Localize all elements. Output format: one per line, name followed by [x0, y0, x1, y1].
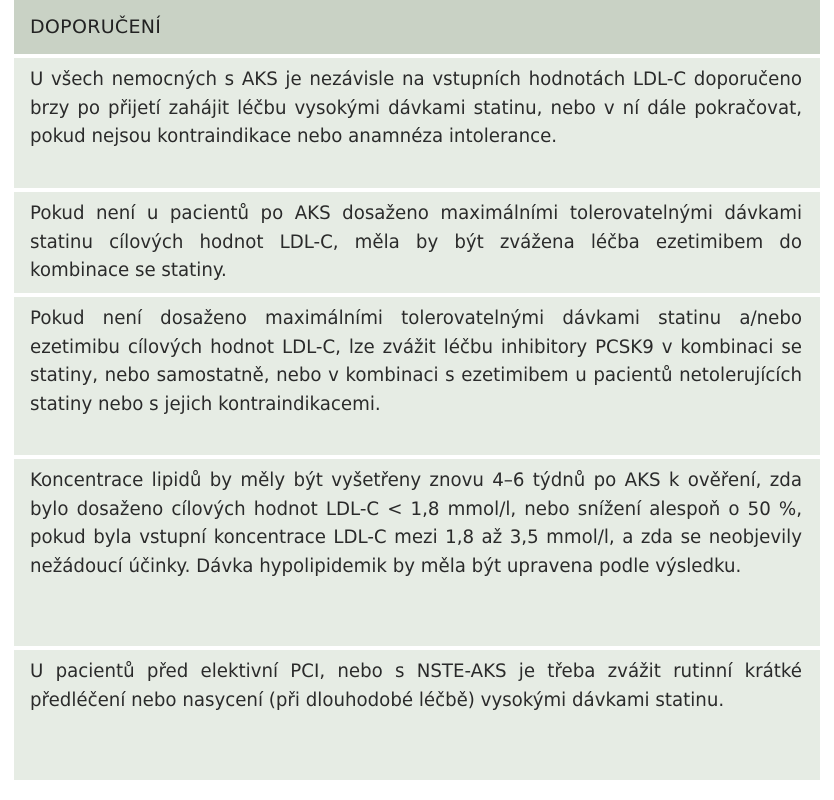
recommendations-panel [14, 0, 820, 792]
panel-header [14, 0, 820, 58]
recommendation-item: U pacientů před elektivní PCI, nebo s NSTE-AKS je třeba zvážit rutinní krátké předléčení nebo nasycení (při dlouhodobé léčbě) vysokými dávkami statinu. [14, 650, 820, 780]
recommendation-item: Koncentrace lipidů by měly být vyšetřeny znovu 4–6 týdnů po AKS k ověření, zda bylo dosaženo cílových hodnot LDL-C < 1,8 mmol/l, nebo snížení alespoň o 50 %, pokud byla vstupní koncentrace LDL-C mezi 1,8 až 3,5 mmol/l, a zda se neobjevily nežádoucí účinky. Dávka hypolipidemik by měla být upravena podle výsledku. [14, 459, 820, 646]
recommendation-item: Pokud není u pacientů po AKS dosaženo maximálními tolerovatelnými dávkami statinu cílových hodnot LDL-C, měla by být zvážena léčba ezetimibem do kombinace se statiny. [14, 192, 820, 293]
panel-title: DOPORUČENÍ [30, 16, 162, 38]
recommendation-item: U všech nemocných s AKS je nezávisle na vstupních hodnotách LDL-C doporučeno brzy po přijetí zahájit léčbu vysokými dávkami statinu, nebo v ní dále pokračovat, pokud nejsou kontraindikace nebo anamnéza intolerance. [14, 58, 820, 188]
recommendation-item: Pokud není dosaženo maximálními tolerovatelnými dávkami statinu a/nebo ezetimibu cílových hodnot LDL-C, lze zvážit léčbu inhibitory PCSK9 v kombinaci se statiny, nebo samostatně, nebo v kombinaci s ezetimibem u pacientů netolerujících statiny nebo s jejich kontraindikacemi. [14, 297, 820, 455]
